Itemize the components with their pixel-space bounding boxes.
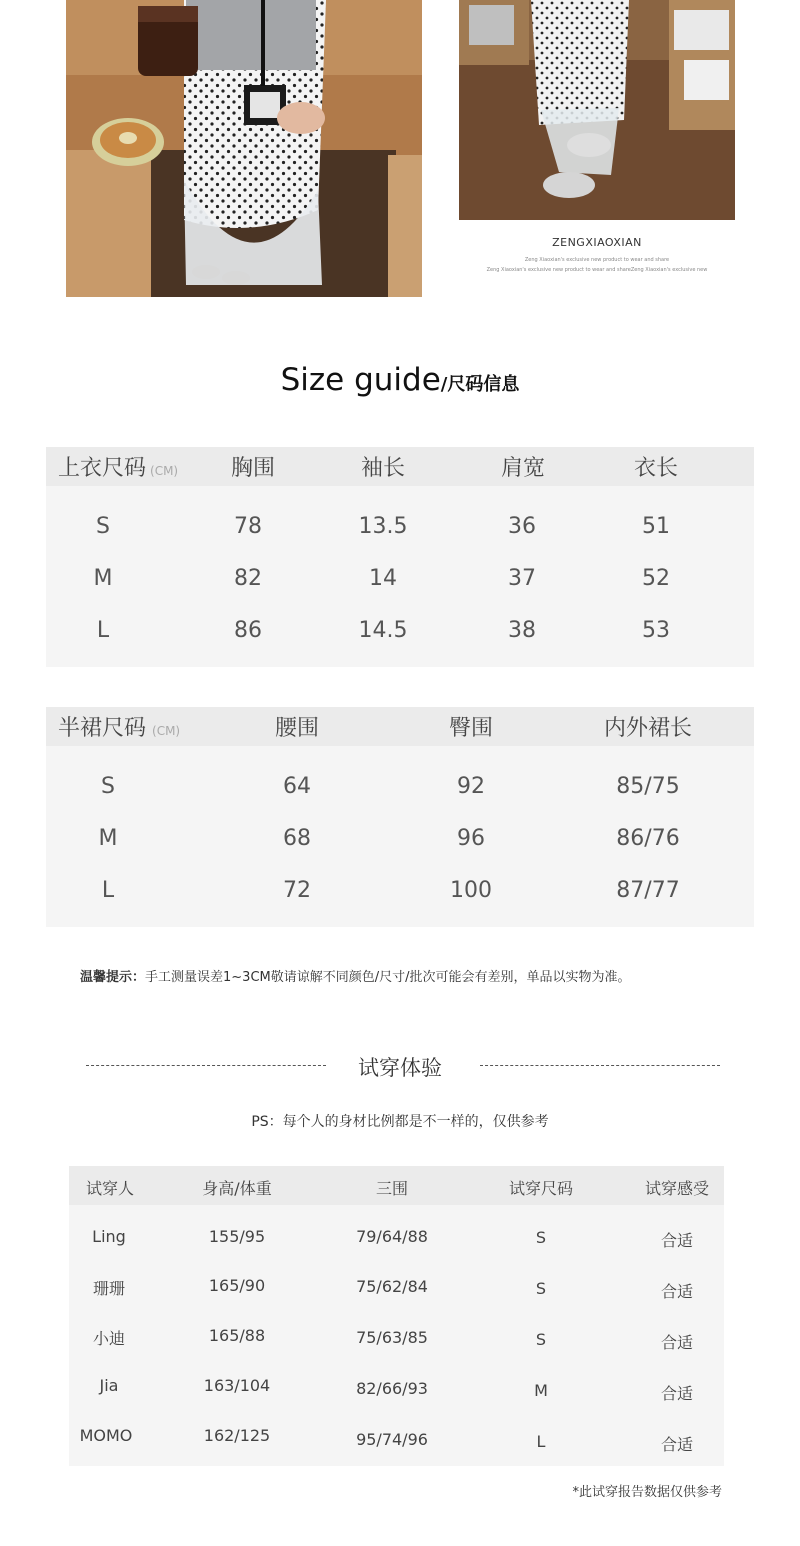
table-cell: 82/66/93 [356, 1379, 428, 1398]
table-row-size: L [101, 878, 115, 903]
table-cell: 78 [234, 514, 262, 539]
trial-ps-note: PS：每个人的身材比例都是不一样的，仅供参考 [251, 1114, 549, 1130]
table-cell: 合适 [660, 1333, 693, 1352]
table-cell: 53 [642, 618, 670, 643]
table-cell: 68 [283, 826, 311, 851]
table-cell: S [535, 1279, 547, 1298]
trial-section-header [0, 1050, 800, 1082]
header-hip: 臀围 [448, 716, 493, 741]
table-cell: L [536, 1432, 546, 1451]
tip-label: 温馨提示： [80, 970, 146, 985]
skirt-size-label-text: 半裙尺码 [58, 716, 147, 741]
table-cell: 52 [642, 566, 670, 591]
brand-tagline-1: Zeng Xiaoxian's exclusive new product to wear and share [524, 257, 670, 263]
table-cell: 165/88 [208, 1326, 266, 1345]
skirt-size-table [46, 707, 754, 927]
size-guide-title-en: Size guide [280, 362, 441, 398]
table-cell: 163/104 [203, 1376, 271, 1395]
table-cell: 51 [642, 514, 670, 539]
tip-text: 手工测量误差1~3CM敬请谅解不同颜色/尺寸/批次可能会有差别，单品以实物为准。 [145, 970, 631, 985]
table-row: Jia [99, 1376, 119, 1395]
table-row: MOMO [79, 1426, 133, 1445]
table-cell: 64 [283, 774, 311, 799]
skirt-size-label [58, 711, 180, 742]
table-row-size: L [96, 618, 110, 643]
table-cell: 75/62/84 [356, 1277, 428, 1296]
measurement-tip [80, 966, 631, 985]
size-guide-title-zh: /尺码信息 [440, 374, 520, 395]
table-cell: 合适 [660, 1384, 693, 1403]
table-cell: 合适 [660, 1435, 693, 1454]
table-cell: 87/77 [616, 878, 680, 903]
table-cell: 86 [234, 618, 262, 643]
table-cell: M [534, 1381, 548, 1400]
table-cell: 96 [457, 826, 485, 851]
model-photo-right [459, 0, 735, 220]
header-tried-size: 试穿尺码 [508, 1179, 573, 1198]
header-height-weight: 身高/体重 [202, 1179, 272, 1198]
table-row-size: M [93, 566, 113, 591]
table-cell: 14.5 [358, 618, 408, 643]
skirt-size-unit: (CM) [152, 724, 181, 738]
header-length: 衣长 [633, 456, 678, 481]
trial-table [69, 1166, 724, 1466]
header-sleeve: 袖长 [360, 456, 405, 481]
table-row: 珊珊 [92, 1279, 125, 1298]
table-cell: 合适 [660, 1231, 693, 1250]
header-chest: 胸围 [230, 456, 275, 481]
table-cell: 165/90 [208, 1276, 266, 1295]
divider-right [480, 1065, 720, 1066]
table-cell: 85/75 [616, 774, 680, 799]
header-waist: 腰围 [274, 716, 319, 741]
header-skirt-length: 内外裙长 [603, 716, 692, 741]
table-cell: S [535, 1330, 547, 1349]
table-row: Ling [92, 1227, 126, 1246]
top-size-label-text: 上衣尺码 [58, 456, 147, 481]
table-cell: S [535, 1228, 547, 1247]
table-cell: 13.5 [358, 514, 408, 539]
top-size-unit: (CM) [150, 464, 179, 478]
trial-footnote: *此试穿报告数据仅供参考 [572, 1485, 722, 1500]
table-cell: 162/125 [203, 1426, 271, 1445]
table-cell: 92 [457, 774, 485, 799]
table-row-size: S [101, 774, 115, 799]
table-cell: 37 [508, 566, 536, 591]
table-row: 小迪 [92, 1329, 125, 1348]
table-cell: 155/95 [208, 1227, 266, 1246]
table-cell: 合适 [660, 1282, 693, 1301]
trial-section-title: 试穿体验 [358, 1056, 442, 1080]
table-cell: 100 [450, 878, 492, 903]
table-cell: 38 [508, 618, 536, 643]
size-guide-title [0, 362, 800, 398]
model-photo-left [66, 0, 422, 297]
brand-tagline-2: Zeng Xiaoxian's exclusive new product to wear and shareZeng Xiaoxian's exclusive new [486, 267, 708, 273]
header-tester: 试穿人 [85, 1179, 134, 1198]
table-cell: 14 [369, 566, 397, 591]
header-measurements: 三围 [375, 1179, 408, 1198]
table-cell: 75/63/85 [356, 1328, 428, 1347]
table-cell: 95/74/96 [356, 1430, 428, 1449]
table-row-size: S [96, 514, 110, 539]
table-row-size: M [98, 826, 118, 851]
header-shoulder: 肩宽 [500, 456, 545, 481]
brand-title: ZENGXIAOXIAN [552, 236, 642, 249]
table-cell: 72 [283, 878, 311, 903]
top-size-label [58, 451, 178, 482]
top-size-table [46, 447, 754, 667]
table-cell: 79/64/88 [356, 1227, 428, 1246]
header-feeling: 试穿感受 [644, 1179, 709, 1198]
table-cell: 36 [508, 514, 536, 539]
table-cell: 86/76 [616, 826, 680, 851]
table-cell: 82 [234, 566, 262, 591]
